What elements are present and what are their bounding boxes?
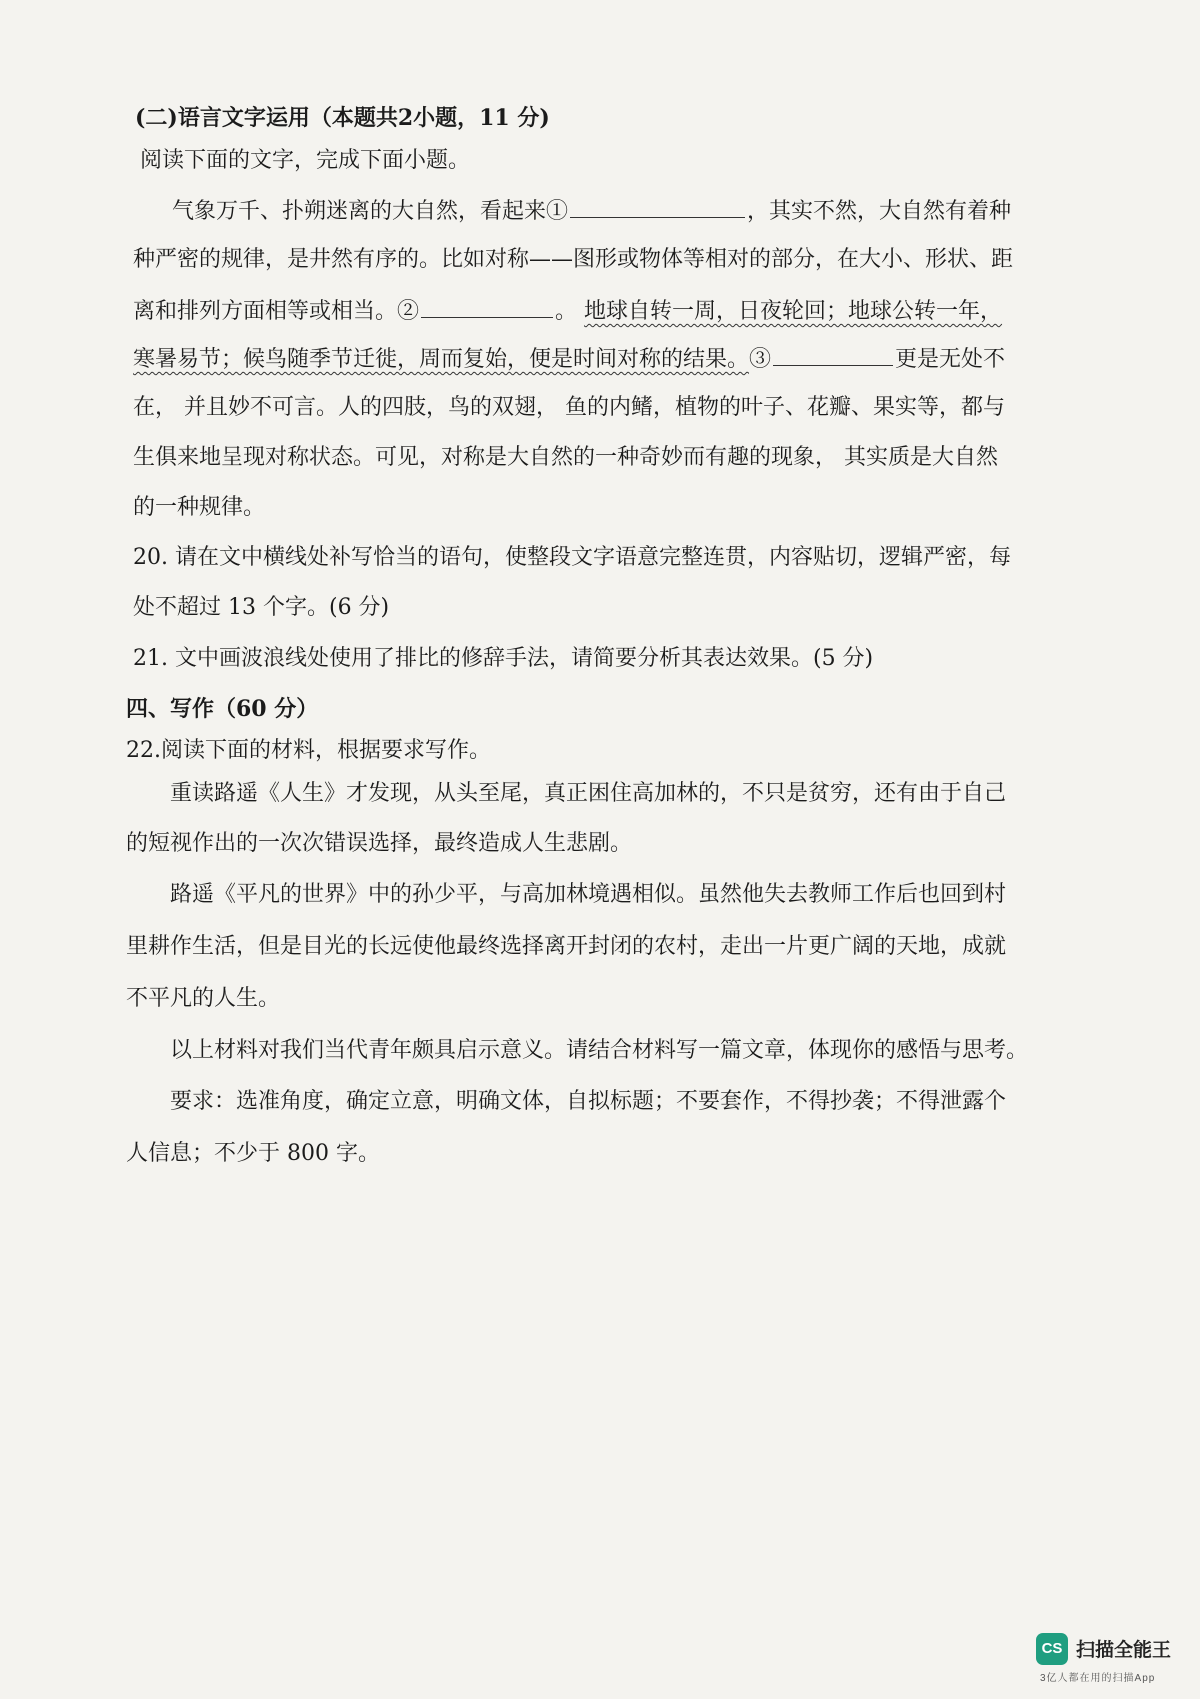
- passage-line-5: 在， 并且妙不可言。人的四肢，鸟的双翅， 鱼的内鳍，植物的叶子、花瓣、果实等，都与: [133, 395, 1005, 420]
- passage-line-1: 气象万千、扑朔迷离的大自然，看起来① ，其实不然，大自然有着种: [172, 195, 1011, 227]
- scanner-name: 扫描全能王: [1076, 1640, 1172, 1661]
- question-21: 21. 文中画波浪线处使用了排比的修辞手法，请简要分析其表达效果。(5 分): [133, 646, 874, 671]
- scanner-badge-icon: CS: [1036, 1633, 1068, 1665]
- scanner-logo: [1036, 1633, 1186, 1684]
- material-p2-line-2: 里耕作生活，但是目光的长远使他最终选择离开封闭的农村，走出一片更广阔的天地，成就: [126, 934, 1007, 959]
- answer-blank-2: [421, 295, 553, 318]
- answer-blank-3: [773, 343, 893, 366]
- question-20-line-2: 处不超过 13 个字。(6 分): [133, 595, 390, 620]
- question-22-intro: 22.阅读下面的材料，根据要求写作。: [126, 738, 491, 763]
- question-20-line-1: 20. 请在文中横线处补写恰当的语句，使整段文字语意完整连贯，内容贴切，逻辑严密，每: [133, 545, 1011, 570]
- passage-line-4: 寒暑易节；候鸟随季节迁徙，周而复始，便是时间对称的结果。③ 更是无处不: [133, 343, 1005, 375]
- material-p2-line-3: 不平凡的人生。: [126, 986, 281, 1011]
- section-heading: (二)语言文字运用（本题共2小题，11 分): [135, 105, 550, 131]
- wavy-underlined-text-1: 地球自转一周，日夜轮回；地球公转一年，: [584, 299, 1003, 324]
- scanner-tagline: 3亿人都在用的扫描App: [1040, 1673, 1156, 1684]
- requirements-line-1: 要求：选准角度，确定立意，明确文体，自拟标题；不要套作，不得抄袭；不得泄露个: [170, 1089, 1007, 1114]
- material-p2-line-1: 路遥《平凡的世界》中的孙少平，与高加林境遇相似。虽然他失去教师工作后也回到村: [170, 882, 1007, 907]
- requirements-line-2: 人信息；不少于 800 字。: [126, 1141, 380, 1166]
- writing-heading: 四、写作（60 分）: [126, 696, 319, 722]
- passage-line-3: 离和排列方面相等或相当。② 。 地球自转一周，日夜轮回；地球公转一年，: [133, 295, 1002, 327]
- passage-line-6: 生俱来地呈现对称状态。可见，对称是大自然的一种奇妙而有趣的现象， 其实质是大自然: [133, 445, 998, 470]
- passage-line-7: 的一种规律。: [133, 495, 266, 520]
- material-p1-line-1: 重读路遥《人生》才发现，从头至尾，真正困住高加林的，不只是贫穷，还有由于自己: [170, 781, 1007, 806]
- passage-line-2: 种严密的规律，是井然有序的。比如对称——图形或物体等相对的部分，在大小、形状、距: [133, 247, 1014, 272]
- wavy-underlined-text-2: 寒暑易节；候鸟随季节迁徙，周而复始，便是时间对称的结果。: [133, 347, 750, 372]
- reading-instruction: 阅读下面的文字，完成下面小题。: [140, 148, 471, 173]
- material-p3: 以上材料对我们当代青年颇具启示意义。请结合材料写一篇文章，体现你的感悟与思考。: [170, 1038, 1029, 1063]
- answer-blank-1: [570, 195, 745, 218]
- material-p1-line-2: 的短视作出的一次次错误选择，最终造成人生悲剧。: [126, 831, 633, 856]
